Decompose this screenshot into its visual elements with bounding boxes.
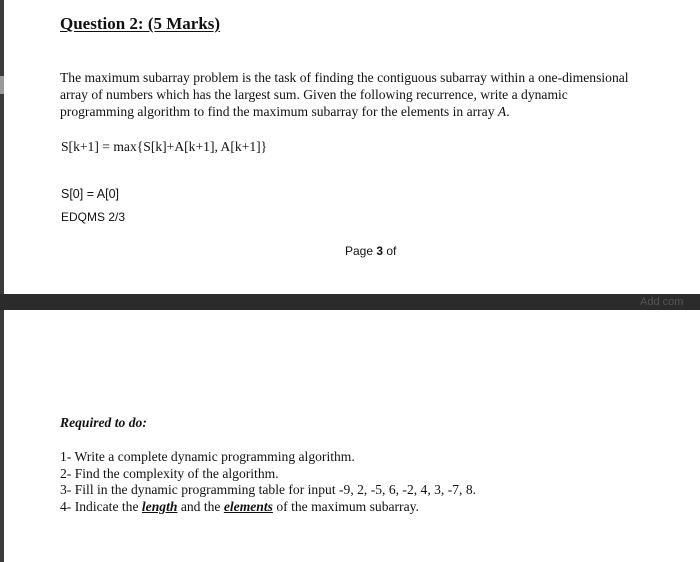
requirement-item-4	[60, 499, 476, 516]
requirement-item-3: 3- Fill in the dynamic programming table for input -9, 2, -5, 6, -2, 4, 3, -7, 8.	[60, 482, 477, 497]
add-comment-hint[interactable]: Add com	[640, 296, 684, 308]
description-line-2: array of numbers which has the largest sum. Given the following recurrence, write a dynamic	[60, 87, 568, 103]
requirement-item-4-part2: and the	[177, 498, 224, 514]
problem-description	[60, 69, 690, 121]
description-line-3	[60, 103, 690, 120]
page-number-value: 3	[376, 244, 384, 258]
array-variable: A	[497, 104, 507, 120]
requirement-item-1: 1- Write a complete dynamic programming algorithm.	[60, 449, 355, 464]
question-title: Question 2: (5 Marks)	[60, 14, 221, 33]
base-case-formula: S[0] = A[0]	[61, 187, 120, 201]
page-number-footer	[345, 244, 396, 258]
document-page-bottom	[4, 310, 700, 562]
document-page-top	[4, 0, 700, 294]
requirements-list	[60, 449, 476, 515]
description-line-3-text: programming algorithm to find the maximum subarray for the elements in array	[60, 104, 498, 120]
page-separator-bar	[0, 294, 700, 310]
recurrence-formula: S[k+1] = max{S[k]+A[k+1], A[k+1]}	[61, 139, 268, 154]
page-number-suffix: of	[383, 244, 397, 258]
document-code-label: EDQMS 2/3	[61, 210, 126, 224]
page-number-prefix: Page	[345, 244, 377, 258]
requirements-title: Required to do:	[60, 415, 147, 430]
length-emphasis: length	[141, 498, 178, 514]
requirement-item-4-part3: of the maximum subarray.	[272, 498, 419, 514]
requirement-item-2: 2- Find the complexity of the algorithm.	[60, 465, 279, 481]
requirement-item-4-part1: 4- Indicate the	[60, 498, 142, 514]
description-line-1: The maximum subarray problem is the task of finding the contiguous subarray within a one-dimensional	[60, 70, 629, 85]
description-line-3-end: .	[506, 104, 510, 120]
elements-emphasis: elements	[223, 498, 273, 514]
